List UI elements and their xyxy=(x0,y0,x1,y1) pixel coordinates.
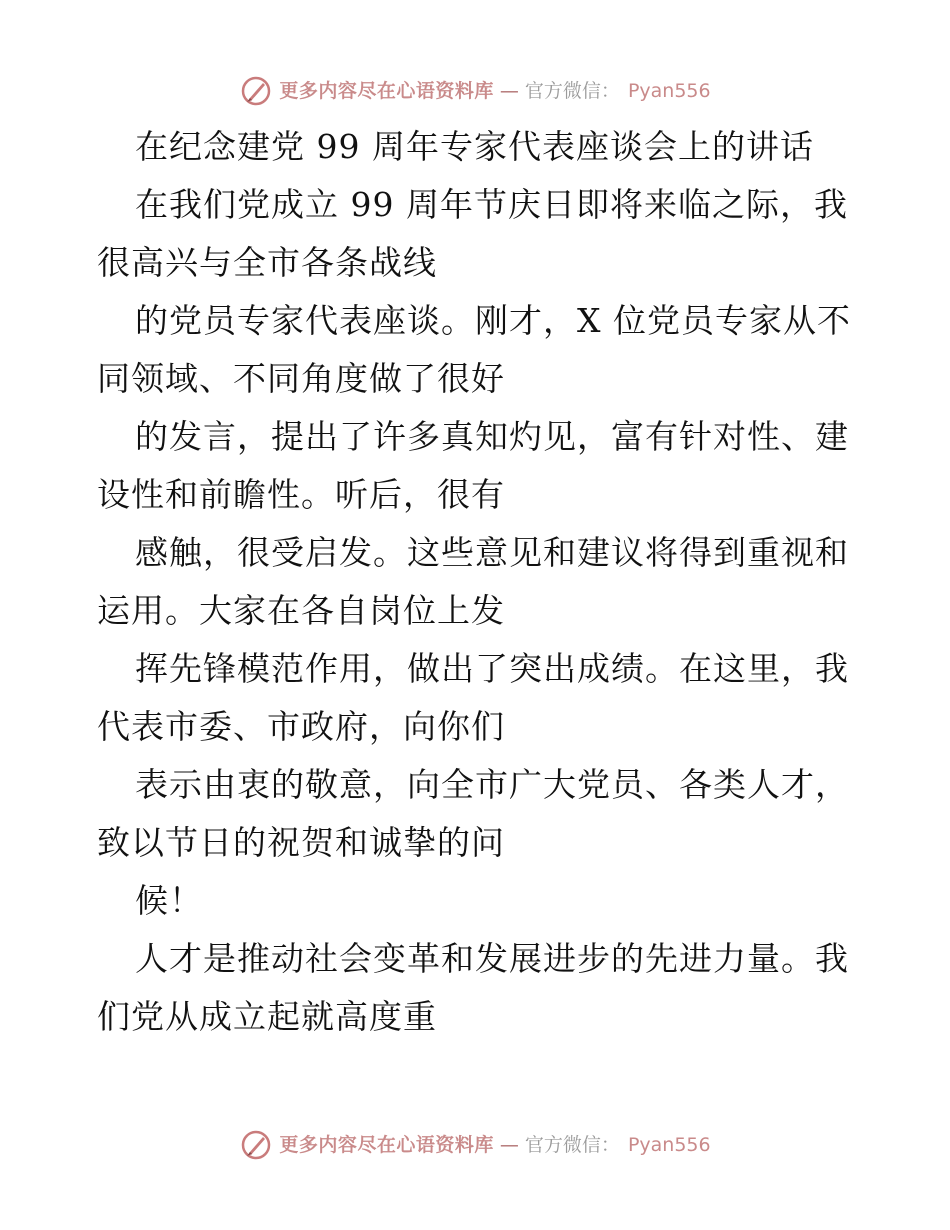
watermark-wechat-id: Pyan556 xyxy=(627,1134,711,1156)
document-line: 代表市委、市政府，向你们 xyxy=(97,707,505,746)
document-body xyxy=(97,118,857,1046)
document-title: 在纪念建党 99 周年专家代表座谈会上的讲话 xyxy=(135,127,814,166)
document-line: 设性和前瞻性。听后，很有 xyxy=(97,475,505,514)
watermark-sub-text: 官方微信： xyxy=(524,1134,620,1156)
document-line: 同领域、不同角度做了很好 xyxy=(97,359,505,398)
watermark-main-text: 更多内容尽在心语资料库 xyxy=(279,80,494,102)
document-line: 表示由衷的敬意，向全市广大党员、各类人才， xyxy=(135,765,849,804)
document-line: 运用。大家在各自岗位上发 xyxy=(97,591,505,630)
quill-logo-icon xyxy=(239,74,273,108)
document-line: 在我们党成立 99 周年节庆日即将来临之际，我 xyxy=(135,185,848,224)
document-line: 的发言，提出了许多真知灼见，富有针对性、建 xyxy=(135,417,849,456)
document-line: 们党从成立起就高度重 xyxy=(97,997,437,1036)
document-line: 的党员专家代表座谈。刚才，X 位党员专家从不 xyxy=(135,301,851,340)
document-line: 很高兴与全市各条战线 xyxy=(97,243,437,282)
quill-logo-icon xyxy=(239,1128,273,1162)
watermark-wechat-id: Pyan556 xyxy=(627,80,711,102)
watermark-dash: — xyxy=(499,1134,519,1156)
footer-watermark xyxy=(0,1128,950,1162)
watermark-dash: — xyxy=(499,80,519,102)
watermark-sub-text: 官方微信： xyxy=(524,80,620,102)
document-line: 候！ xyxy=(135,881,203,920)
document-line: 挥先锋模范作用，做出了突出成绩。在这里，我 xyxy=(135,649,849,688)
document-line: 感触，很受启发。这些意见和建议将得到重视和 xyxy=(135,533,849,572)
document-line: 致以节日的祝贺和诚挚的问 xyxy=(97,823,505,862)
header-watermark xyxy=(0,74,950,108)
document-line: 人才是推动社会变革和发展进步的先进力量。我 xyxy=(135,939,849,978)
watermark-main-text: 更多内容尽在心语资料库 xyxy=(279,1134,494,1156)
